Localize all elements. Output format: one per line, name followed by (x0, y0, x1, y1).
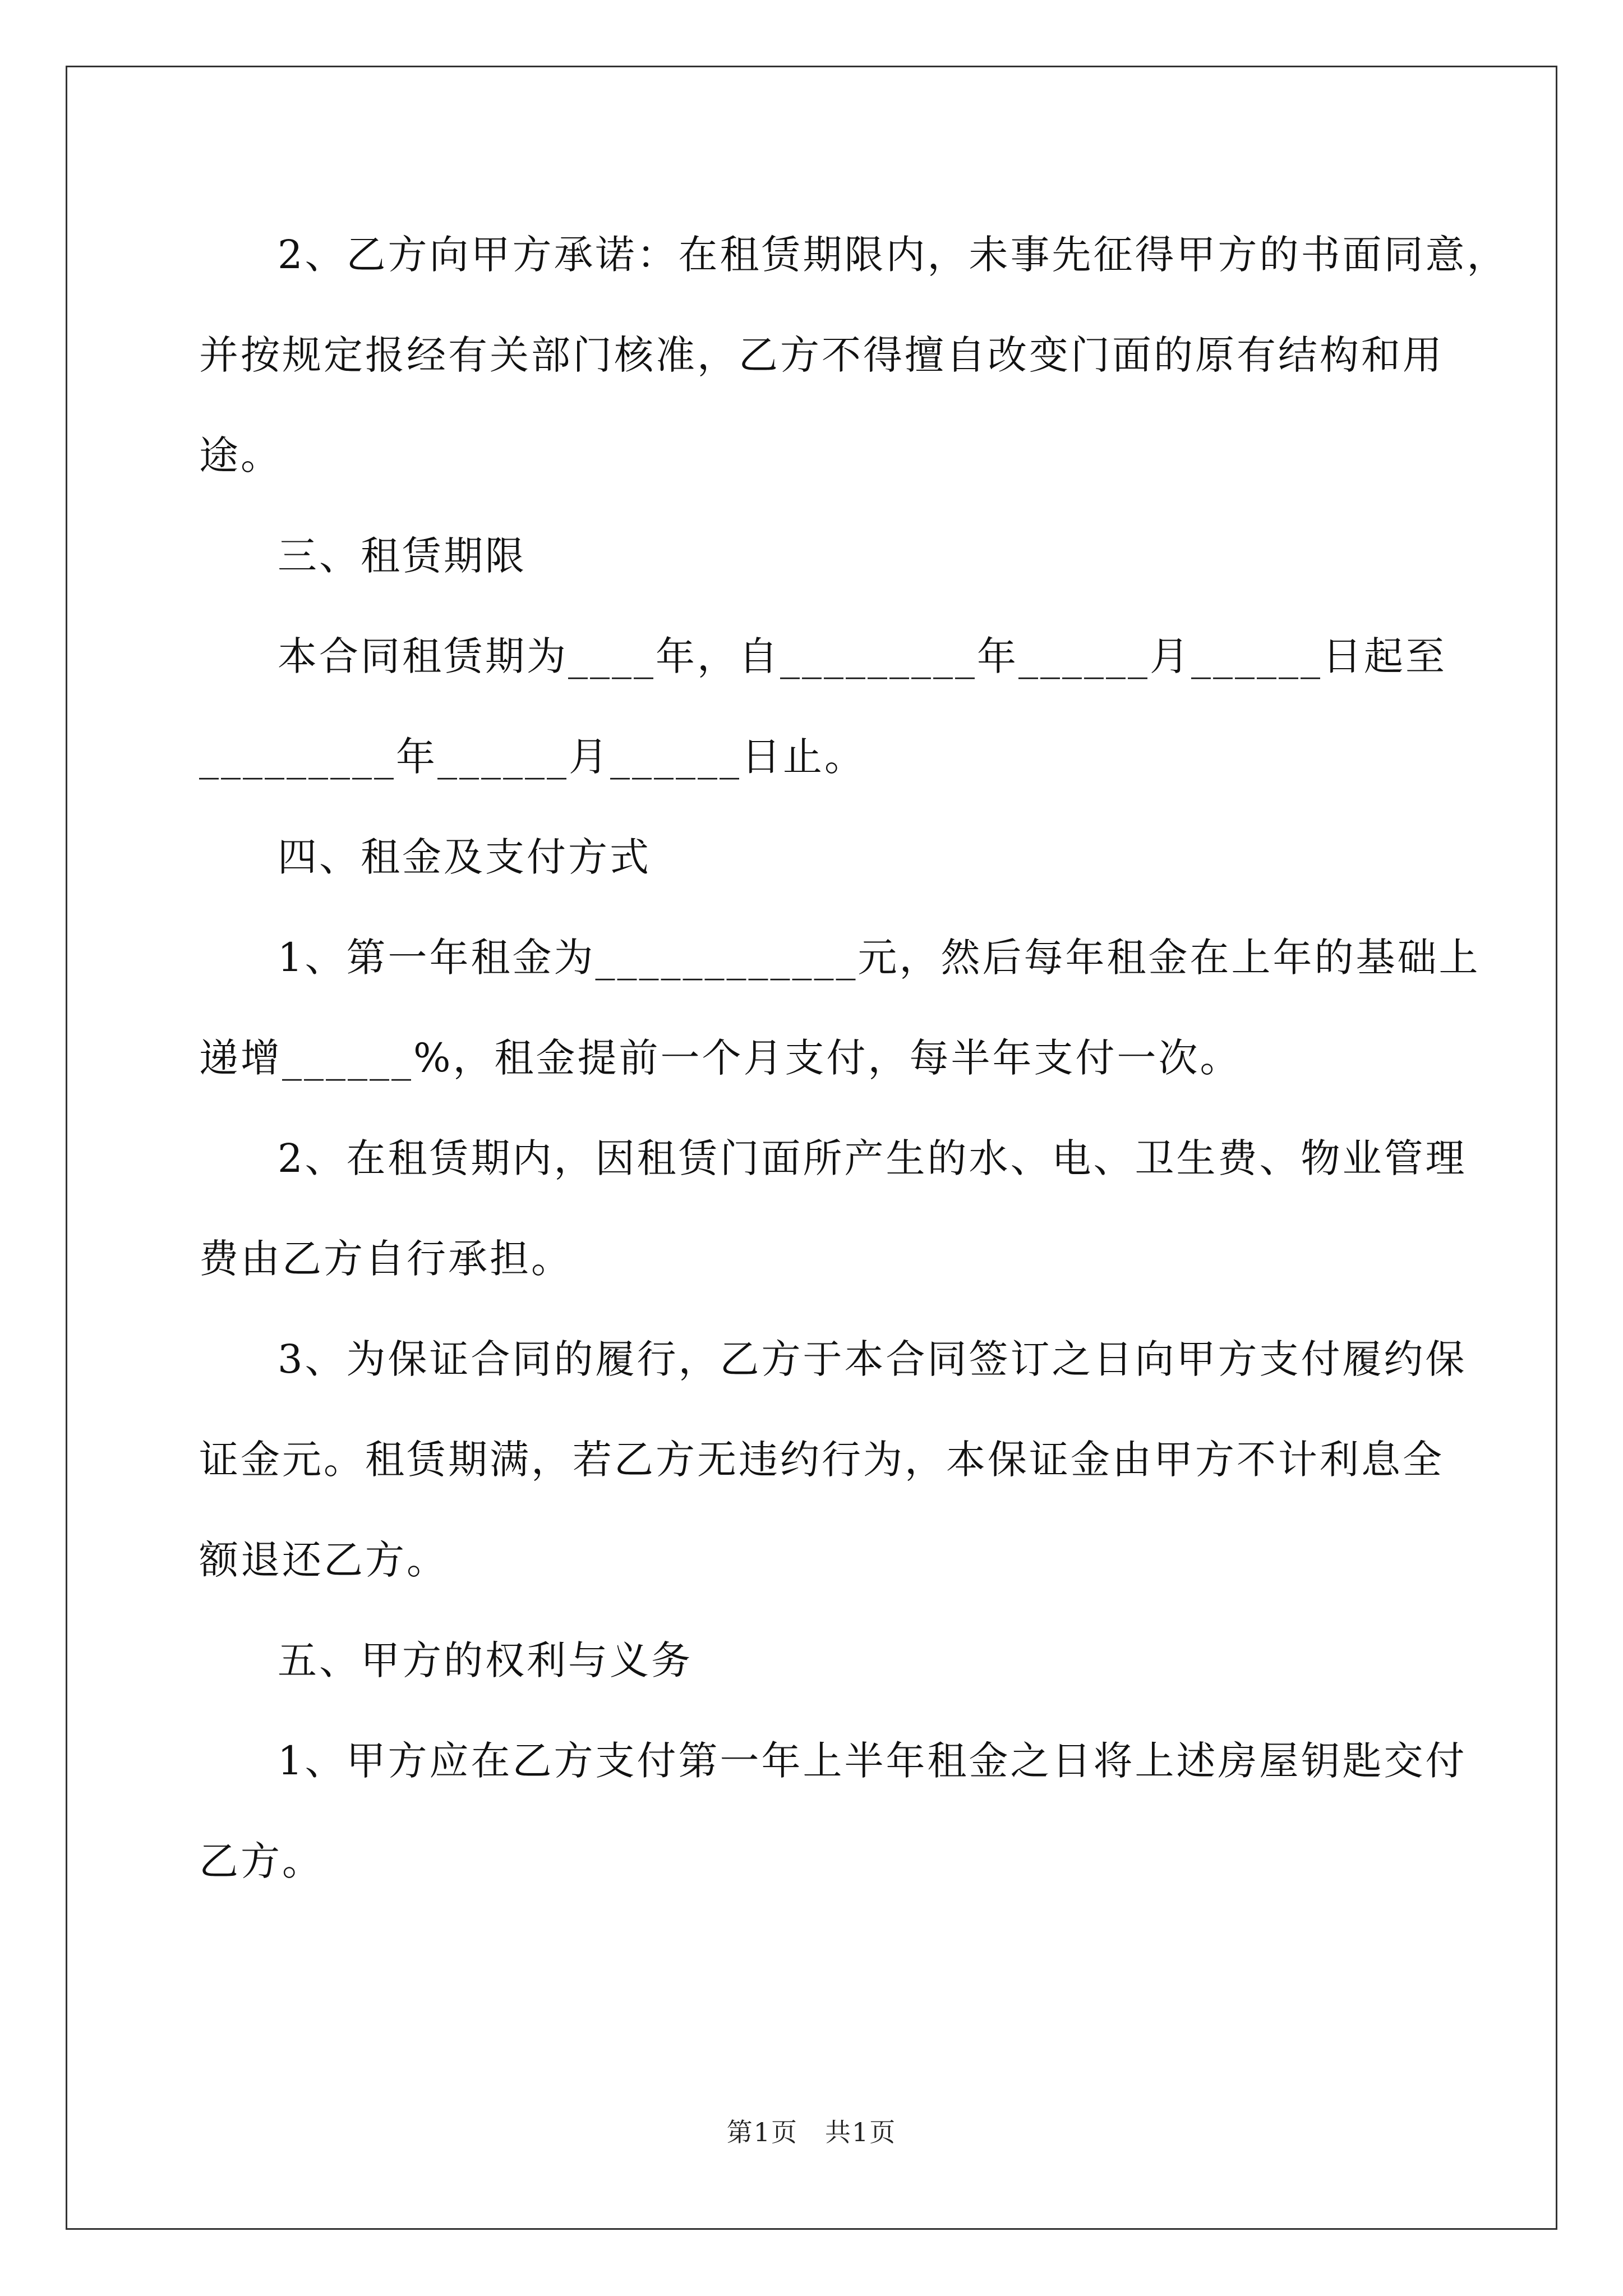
text-line: 1、第一年租金为____________元，然后每年租金在上年的基础上 (278, 935, 1481, 981)
section-heading-lessor-rights (199, 1611, 1433, 1711)
text-line: 递增______%，租金提前一个月支付，每半年支付一次。 (199, 1035, 1242, 1081)
section-heading-rent-payment (199, 807, 1433, 908)
section-heading: 五、甲方的权利与义务 (278, 1637, 693, 1683)
text-line: 额退还乙方。 (199, 1537, 448, 1583)
text-line: 证金元。租赁期满，若乙方无违约行为，本保证金由甲方不计利息全 (199, 1437, 1444, 1483)
text-line: 2、在租赁期内，因租赁门面所产生的水、电、卫生费、物业管理 (278, 1135, 1467, 1181)
clause-2-promise (199, 205, 1509, 506)
clause-2-fees (199, 1108, 1467, 1309)
text-line: 乙方。 (199, 1838, 324, 1884)
section-heading-lease-term (199, 506, 1433, 606)
clause-3-deposit (199, 1309, 1467, 1611)
text-line: 途。 (199, 432, 282, 478)
text-line: _________年______月______日止。 (199, 734, 866, 780)
section-heading: 四、租金及支付方式 (278, 834, 651, 880)
text-line: 2、乙方向甲方承诺：在租赁期限内，未事先征得甲方的书面同意， (278, 232, 1509, 278)
text-line: 1、甲方应在乙方支付第一年上半年租金之日将上述房屋钥匙交付 (278, 1738, 1467, 1784)
section-heading: 三、租赁期限 (278, 533, 527, 579)
text-line: 本合同租赁期为____年，自_________年______月______日起至 (278, 633, 1447, 679)
lease-term-paragraph (199, 606, 1447, 807)
text-line: 3、为保证合同的履行，乙方于本合同签订之日向甲方支付履约保 (278, 1336, 1467, 1382)
text-line: 费由乙方自行承担。 (199, 1236, 573, 1282)
document-body (199, 205, 1509, 1912)
text-line: 并按规定报经有关部门核准，乙方不得擅自改变门面的原有结构和用 (199, 332, 1444, 378)
page-number-footer: 第1页 共1页 (726, 2117, 897, 2147)
clause-1-rent (199, 908, 1481, 1108)
clause-1-keys (199, 1711, 1467, 1912)
